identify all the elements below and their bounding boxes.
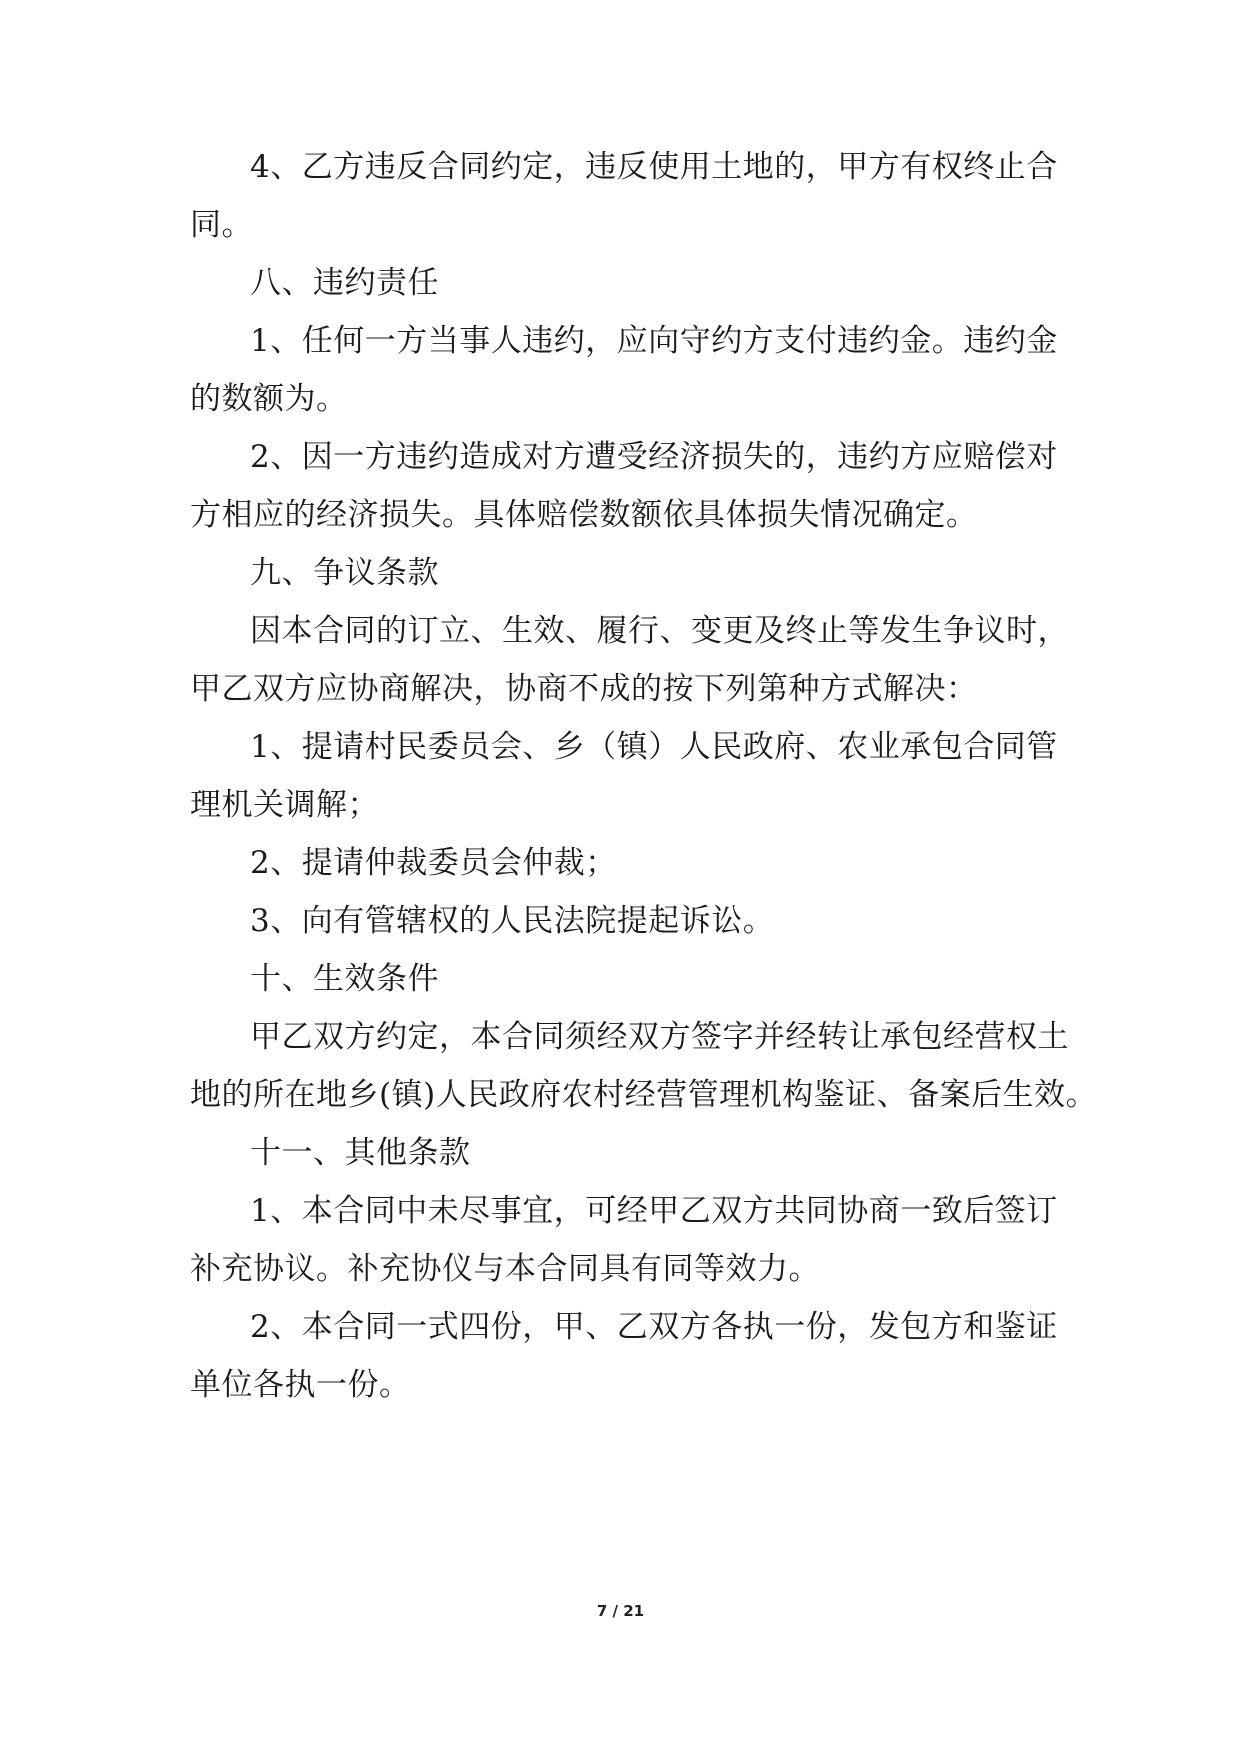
paragraph-line: 2、本合同一式四份，甲、乙双方各执一份，发包方和鉴证	[250, 1309, 1058, 1345]
page-number: 7 / 21	[596, 1602, 645, 1620]
paragraph-line: 3、向有管辖权的人民法院提起诉讼。	[250, 903, 775, 939]
paragraph-line: 理机关调解；	[190, 787, 379, 823]
paragraph-line: 2、提请仲裁委员会仲裁；	[250, 845, 617, 881]
paragraph-line: 方相应的经济损失。具体赔偿数额依具体损失情况确定。	[190, 497, 978, 533]
paragraph-line: 补充协议。补充协仪与本合同具有同等效力。	[190, 1251, 820, 1287]
paragraph-line: 4、乙方违反合同约定，违反使用土地的，甲方有权终止合	[250, 149, 1058, 185]
paragraph-line: 单位各执一份。	[190, 1367, 411, 1403]
paragraph-line: 因本合同的订立、生效、履行、变更及终止等发生争议时，	[250, 613, 1069, 649]
paragraph-line: 1、提请村民委员会、乡（镇）人民政府、农业承包合同管	[250, 729, 1058, 765]
paragraph-line: 同。	[190, 207, 253, 243]
section-heading: 八、违约责任	[250, 265, 439, 301]
section-heading: 十、生效条件	[250, 961, 439, 997]
paragraph-line: 的数额为。	[190, 381, 348, 417]
paragraph-line: 甲乙双方应协商解决，协商不成的按下列第种方式解决：	[190, 671, 978, 707]
paragraph-line: 1、本合同中未尽事宜，可经甲乙双方共同协商一致后签订	[250, 1193, 1058, 1229]
section-heading: 九、争议条款	[250, 555, 439, 591]
paragraph-line: 地的所在地乡(镇)人民政府农村经营管理机构鉴证、备案后生效。	[190, 1077, 1098, 1113]
paragraph-line: 2、因一方违约造成对方遭受经济损失的，违约方应赔偿对	[250, 439, 1058, 475]
paragraph-line: 甲乙双方约定，本合同须经双方签字并经转让承包经营权土	[250, 1019, 1069, 1055]
paragraph-line: 1、任何一方当事人违约，应向守约方支付违约金。违约金	[250, 323, 1058, 359]
section-heading: 十一、其他条款	[250, 1135, 471, 1171]
